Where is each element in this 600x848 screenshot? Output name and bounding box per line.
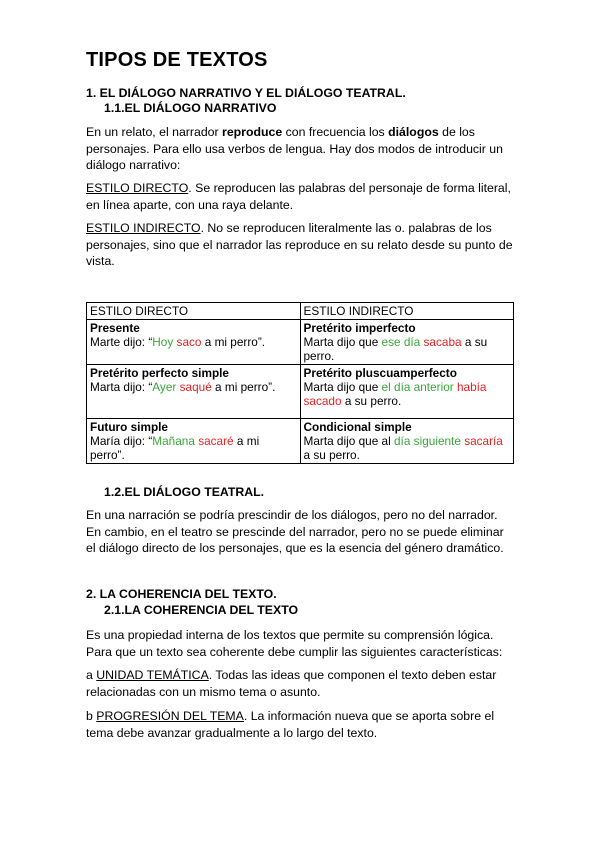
table-cell [87, 320, 301, 365]
unidad-tematica-paragraph [86, 667, 514, 700]
bold-term-reproduce: reproduce [222, 125, 283, 139]
tense-label: Condicional simple [303, 420, 412, 434]
section-1-1-heading: 1.1.EL DIÁLOGO NARRATIVO [104, 101, 277, 115]
text-span: con frecuencia los [282, 125, 389, 139]
time-marker: Ayer [152, 380, 177, 394]
list-marker: b [86, 709, 97, 723]
table-cell [300, 365, 514, 419]
unidad-tematica-term: UNIDAD TEMÁTICA [96, 668, 209, 682]
text-span: a su perro. [341, 394, 402, 408]
section-2-heading: 2. LA COHERENCIA DEL TEXTO. [86, 587, 277, 601]
table-cell [300, 419, 514, 464]
verb-form: había sacado [303, 380, 487, 408]
text-span: a mi perro”. [90, 434, 260, 462]
estilo-indirecto-term: ESTILO INDIRECTO [86, 221, 201, 235]
text-span: . Se reproducen las palabras del personaje de forma literal, en línea aparte, con una raya delante. [86, 181, 511, 212]
section-1-2-heading: 1.2.EL DIÁLOGO TEATRAL. [104, 485, 265, 499]
coherencia-intro-paragraph: Es una propiedad interna de los textos que permite su comprensión lógica. Para que un texto sea coherente debe cumplir las siguientes características: [86, 628, 503, 659]
verb-form: sacaré [198, 434, 234, 448]
table-cell [87, 365, 301, 419]
time-marker: el día anterior [381, 380, 454, 394]
estilos-comparison-table [86, 302, 514, 464]
text-span: . La información nueva que se aporta sobre el tema debe avanzar gradualmente a lo largo del texto. [86, 709, 495, 740]
time-marker: ese día [381, 335, 421, 349]
time-marker: Mañana [152, 434, 195, 448]
tense-label: Presente [90, 321, 140, 335]
text-span: a su perro. [303, 448, 360, 462]
text-span: a su perro. [303, 335, 488, 363]
teatral-paragraph: En una narración se podría prescindir de los diálogos, pero no del narrador. En cambio, en el teatro se prescinde del narrador, pero no se puede eliminar el diálogo directo de los personajes, que es la esencia del género dramático. [86, 508, 504, 555]
text-span: de los personajes. Para ello usa verbos de lengua. Hay dos modos de introducir un diálogo narrativo: [86, 125, 503, 172]
tense-label: Pretérito pluscuamperfecto [303, 366, 457, 380]
text-span: María dijo: “ [90, 434, 153, 448]
verb-form: saqué [179, 380, 212, 394]
section-2-1-heading: 2.1.LA COHERENCIA DEL TEXTO [104, 603, 299, 617]
text-span: a mi perro”. [211, 380, 276, 394]
text-span: Marta dijo que [303, 380, 382, 394]
time-marker: día siguiente [394, 434, 461, 448]
section-1-heading: 1. EL DIÁLOGO NARRATIVO Y EL DIÁLOGO TEATRAL. [86, 86, 406, 100]
table-row [87, 419, 514, 464]
tense-label: Pretérito perfecto simple [90, 366, 229, 380]
table-cell [300, 320, 514, 365]
estilo-directo-paragraph [86, 180, 514, 213]
verb-form: sacaba [423, 335, 462, 349]
table-row [87, 320, 514, 365]
progresion-tema-paragraph [86, 708, 514, 741]
text-span: . No se reproducen literalmente las o. palabras de los personajes, sino que el narrador las reproduce en su relato desde su punto de vista. [86, 221, 513, 268]
table-row [87, 365, 514, 419]
text-span: . Todas las ideas que componen el texto deben estar relacionadas con un mismo tema o asunto. [86, 668, 497, 699]
verb-form: saco [176, 335, 202, 349]
verb-form: sacaría [464, 434, 503, 448]
text-span: Marte dijo: “ [90, 335, 153, 349]
page-title: TIPOS DE TEXTOS [86, 49, 268, 71]
text-span: Marta dijo: “ [90, 380, 153, 394]
table-cell [87, 419, 301, 464]
text-span: En un relato, el narrador [86, 125, 223, 139]
progresion-tema-term: PROGRESIÓN DEL TEMA [96, 709, 244, 723]
text-span: Marta dijo que al [303, 434, 394, 448]
estilo-indirecto-paragraph [86, 220, 514, 270]
time-marker: Hoy [152, 335, 174, 349]
table-header-cell: ESTILO INDIRECTO [300, 303, 514, 320]
text-span: a mi perro”. [201, 335, 266, 349]
tense-label: Pretérito imperfecto [303, 321, 416, 335]
tense-label: Futuro simple [90, 420, 168, 434]
table-header-row [87, 303, 514, 320]
table-header-cell: ESTILO DIRECTO [87, 303, 301, 320]
bold-term-dialogos: diálogos [388, 125, 439, 139]
text-span: Marta dijo que [303, 335, 382, 349]
list-marker: a [86, 668, 97, 682]
estilo-directo-term: ESTILO DIRECTO [86, 181, 189, 195]
narrativo-intro-paragraph [86, 124, 514, 174]
